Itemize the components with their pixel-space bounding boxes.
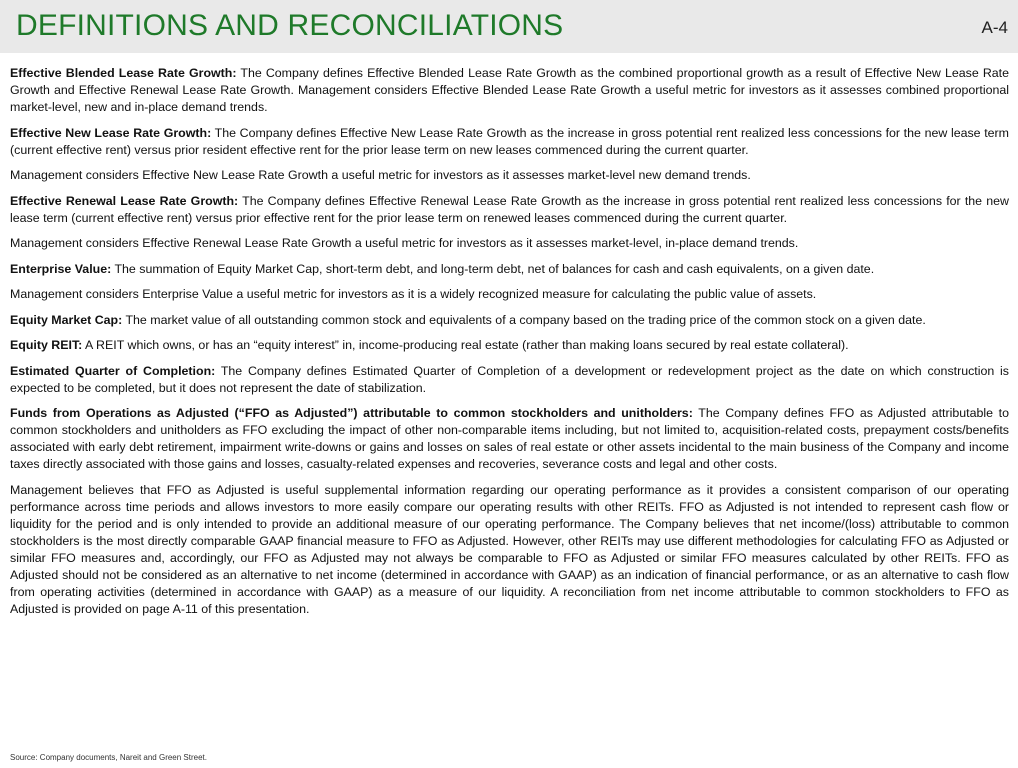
definition-text: The Company defines Effective Blended Lease Rate Growth as the combined proportional growth as a result of Effective New Lease Rate Growth and Effective Renewal Lease Rate Growth. Management considers Effective Blended Lease Rate Growth a useful metric for investors as it assesses combined proportional market-level, new and in-place demand trends. (10, 66, 1009, 114)
definition-paragraph (10, 482, 1009, 618)
definition-text: The Company defines FFO as Adjusted attributable to common stockholders and unitholders as FFO excluding the impact of other non-comparable items including, but not limited to, acquisition-related costs, prepayment costs/benefits associated with early debt retirement, impairment write-downs or gains and losses on sales of real estate or other assets incidental to the main business of the Company and income taxes directly associated with those gains and losses, casualty-related expenses and recoveries, severance costs and legal and other costs. (10, 406, 1009, 471)
header-bar (0, 0, 1018, 53)
definition-term: Effective Renewal Lease Rate Growth: (10, 193, 239, 208)
definition-text: The Company defines Effective Renewal Lease Rate Growth as the increase in gross potential rent realized less concessions for the new lease term (current effective rent) versus prior effective rent for the prior lease term on renewed leases commenced during the current quarter. (10, 193, 1009, 225)
definition-paragraph (10, 405, 1009, 473)
definition-paragraph (10, 312, 1009, 329)
page-number: A-4 (981, 18, 1008, 37)
definition-paragraph (10, 193, 1009, 227)
definition-text: A REIT which owns, or has an “equity interest” in, income-producing real estate (rather than making loans secured by real estate collateral). (82, 338, 849, 352)
definition-text: Management considers Effective New Lease Rate Growth a useful metric for investors as it assesses market-level new demand trends. (10, 168, 751, 182)
definition-term: Equity REIT: (10, 338, 83, 352)
definitions-body (10, 65, 1009, 626)
definition-text: The Company defines Effective New Lease Rate Growth as the increase in gross potential rent realized less concessions for the new lease term (current effective rent) versus prior resident effective rent for the prior lease term on new leases commenced during the current quarter. (10, 125, 1010, 157)
definition-term: Enterprise Value: (10, 261, 112, 276)
page-title: DEFINITIONS AND RECONCILIATIONS (16, 9, 564, 42)
definition-text: The summation of Equity Market Cap, short-term debt, and long-term debt, net of balances for cash and cash equivalents, on a given date. (111, 261, 875, 276)
definition-paragraph (10, 337, 1009, 354)
definition-text: Management considers Effective Renewal Lease Rate Growth a useful metric for investors as it assesses market-level, in-place demand trends. (10, 236, 799, 250)
definition-term: Funds from Operations as Adjusted (“FFO as Adjusted”) attributable to common stockholders and unitholders: (10, 406, 693, 420)
definition-term: Effective Blended Lease Rate Growth: (10, 66, 237, 80)
definition-term: Equity Market Cap: (10, 312, 123, 327)
definition-text: Management believes that FFO as Adjusted is useful supplemental information regarding our operating performance as it provides a consistent comparison of our operating performance across time periods and allows investors to more easily compare our operating results with other REITs. FFO as Adjusted is not intended to represent cash flow or liquidity for the period and is only intended to provide an additional measure of our operating performance. The Company believes that net income/(loss) attributable to common stockholders is the most directly comparable GAAP financial measure to FFO as Adjusted. However, other REITs may use different methodologies for calculating FFO as Adjusted or similar FFO measures and, accordingly, our FFO as Adjusted may not always be comparable to FFO as Adjusted or similar FFO measures calculated by other REITs. FFO as Adjusted should not be considered as an alternative to net income (determined in accordance with GAAP) as an indication of financial performance, or as an alternative to cash flow from operating activities (determined in accordance with GAAP) as a measure of our liquidity. A reconciliation from net income attributable to common stockholders to FFO as Adjusted is provided on page A-11 of this presentation. (10, 482, 1009, 616)
definition-paragraph (10, 363, 1009, 397)
source-footnote: Source: Company documents, Nareit and Green Street. (10, 753, 207, 762)
definition-paragraph (10, 125, 1009, 159)
definition-text: The market value of all outstanding common stock and equivalents of a company based on the trading price of the common stock on a given date. (122, 312, 926, 327)
definition-term: Estimated Quarter of Completion: (10, 363, 216, 378)
definition-term: Effective New Lease Rate Growth: (10, 125, 212, 140)
definition-text: Management considers Enterprise Value a useful metric for investors as it is a widely recognized measure for calculating the public value of assets. (10, 287, 817, 301)
definition-paragraph (10, 261, 1009, 278)
definition-paragraph (10, 65, 1009, 116)
definition-paragraph (10, 286, 1009, 303)
definition-text: The Company defines Estimated Quarter of Completion of a development or redevelopment project as the date on which construction is expected to be completed, but it does not represent the date of stabilization. (10, 363, 1009, 395)
definition-paragraph (10, 167, 1009, 184)
definition-paragraph (10, 235, 1009, 252)
